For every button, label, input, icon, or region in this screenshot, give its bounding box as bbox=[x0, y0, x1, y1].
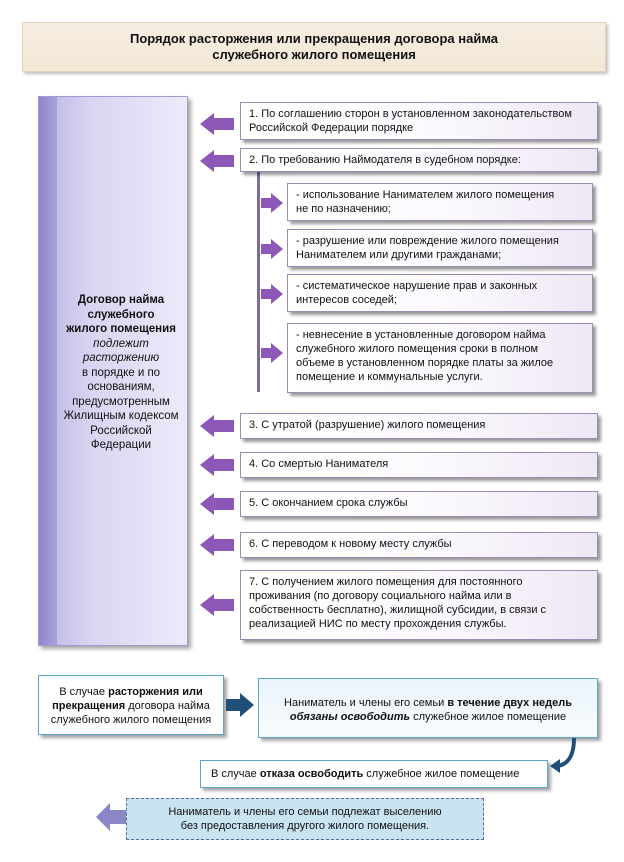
item-7 bbox=[240, 570, 598, 640]
left-arrow-icon bbox=[200, 533, 234, 557]
text-run-bold: в течение двух недель bbox=[447, 697, 572, 709]
text-run: служебное жилое помещение bbox=[363, 768, 520, 780]
panel-line: Договор найма bbox=[77, 294, 165, 306]
item-1 bbox=[240, 102, 598, 140]
text-run: В случае bbox=[59, 686, 109, 698]
sub-item-line: служебного жилого помещения сроки в полном bbox=[296, 343, 539, 355]
item-3 bbox=[240, 413, 598, 439]
item-1-line: 1. По соглашению сторон в установленном законодательством bbox=[249, 108, 572, 120]
page-title bbox=[22, 22, 606, 72]
sub-item-4 bbox=[287, 323, 593, 393]
sub-item-1 bbox=[287, 183, 593, 221]
panel-line: Российской Федерации bbox=[90, 424, 152, 451]
item-6 bbox=[240, 532, 598, 558]
panel-line: подлежит bbox=[93, 337, 149, 350]
curved-arrow-icon bbox=[548, 738, 578, 778]
vacate-obligation-box bbox=[258, 678, 598, 738]
sub-item-line: не по назначению; bbox=[296, 203, 391, 215]
item-4-line: 4. Со смертью Нанимателя bbox=[249, 458, 389, 470]
text-run-bold-italic: обязаны освободить bbox=[289, 711, 411, 723]
item-7-line: собственность бесплатно), жилищной субсидии, в связи с bbox=[249, 604, 547, 616]
text-run: служебного жилого помещения bbox=[50, 714, 212, 726]
panel-line: в порядке и по bbox=[81, 366, 161, 379]
sub-item-3 bbox=[287, 274, 593, 312]
contract-panel bbox=[38, 96, 188, 646]
panel-line: расторжению bbox=[82, 352, 160, 364]
left-arrow-icon bbox=[200, 492, 234, 516]
sub-item-line: помещение и коммунальные услуги. bbox=[296, 371, 483, 383]
panel-line: предусмотренным bbox=[72, 395, 170, 408]
text-run: Наниматель и члены его семьи bbox=[284, 697, 448, 709]
sub-item-line: - разрушение или повреждение жилого помещения bbox=[296, 235, 559, 247]
title-line-2: служебного жилого помещения bbox=[212, 47, 416, 62]
left-arrow-icon bbox=[200, 112, 234, 136]
text-run: В случае bbox=[211, 768, 260, 780]
left-arrow-icon bbox=[200, 414, 234, 438]
text-run-bold: прекращения bbox=[52, 700, 126, 712]
sub-item-line: - использование Нанимателем жилого помещения bbox=[296, 189, 555, 201]
text-run: служебное жилое помещение bbox=[410, 711, 567, 723]
sub-item-line: объеме в установленном порядке платы за жилое bbox=[296, 357, 554, 369]
panel-text bbox=[59, 293, 183, 453]
sub-item-line: - систематическое нарушение прав и законных bbox=[296, 280, 538, 292]
panel-line: жилого помещения bbox=[66, 323, 176, 335]
sub-items-connector bbox=[257, 172, 260, 392]
right-arrow-icon bbox=[226, 693, 254, 717]
item-5 bbox=[240, 491, 598, 517]
item-5-line: 5. С окончанием срока службы bbox=[249, 497, 408, 509]
panel-line: служебного bbox=[87, 308, 155, 321]
sub-item-line: интересов соседей; bbox=[296, 294, 397, 306]
title-line-1: Порядок расторжения или прекращения договора найма bbox=[129, 31, 499, 46]
item-6-line: 6. С переводом к новому месту службы bbox=[249, 538, 452, 550]
left-arrow-icon bbox=[200, 453, 234, 477]
left-arrow-icon bbox=[96, 803, 126, 831]
refusal-case-box bbox=[200, 760, 548, 788]
item-7-line: 7. С получением жилого помещения для постоянного bbox=[249, 576, 523, 588]
sub-item-2 bbox=[287, 229, 593, 267]
text-run: договора найма bbox=[125, 700, 210, 712]
eviction-line: без предоставления другого жилого помещения. bbox=[180, 820, 430, 832]
item-1-line: Российской Федерации порядке bbox=[249, 122, 414, 134]
item-4 bbox=[240, 452, 598, 478]
termination-case-box bbox=[38, 675, 224, 735]
left-arrow-icon bbox=[200, 593, 234, 617]
sub-arrow-icon bbox=[261, 193, 283, 213]
sub-arrow-icon bbox=[261, 343, 283, 363]
sub-item-line: - невнесение в установленные договором найма bbox=[296, 329, 546, 341]
sub-arrow-icon bbox=[261, 239, 283, 259]
item-2 bbox=[240, 148, 598, 172]
item-2-line: 2. По требованию Наймодателя в судебном порядке: bbox=[249, 154, 521, 166]
text-run-bold: расторжения или bbox=[108, 686, 203, 698]
sub-arrow-icon bbox=[261, 284, 283, 304]
panel-line: Жилищным кодексом bbox=[63, 410, 179, 422]
item-3-line: 3. С утратой (разрушение) жилого помещения bbox=[249, 419, 486, 431]
panel-stripe bbox=[39, 97, 57, 645]
eviction-box bbox=[126, 798, 484, 840]
eviction-line: Наниматель и члены его семьи подлежат выселению bbox=[168, 806, 442, 818]
text-run-bold: отказа освободить bbox=[259, 768, 364, 780]
item-7-line: реализацией НИС по месту прохождения службы. bbox=[249, 618, 507, 630]
item-7-line: проживания (по договору социального найма или в bbox=[249, 590, 512, 602]
panel-line: основаниям, bbox=[87, 381, 155, 393]
left-arrow-icon bbox=[200, 149, 234, 173]
sub-item-line: Нанимателем или другими гражданами; bbox=[296, 249, 502, 261]
